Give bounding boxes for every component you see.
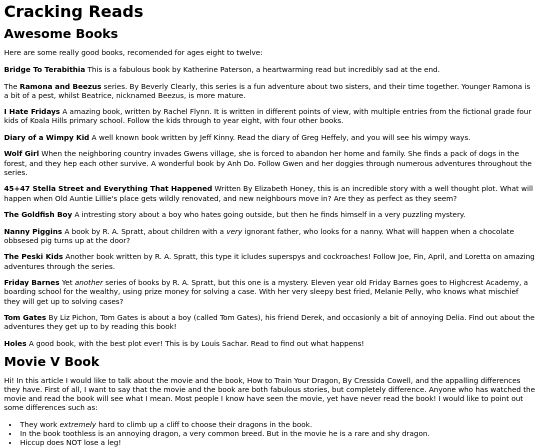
- book-title: Friday Barnes: [4, 278, 60, 288]
- book-description: Written By Elizabeth Honey, this is an incredible story with a well thought plot. What will happen when Old Auntie Lillie's place gets wildly renovated, and new neighbours move in? Are they as perfect as they seem?: [4, 184, 533, 203]
- book-description: series. By Beverly Clearly, this series is a fun adventure about two sisters, and their time together. Younger Ramona is a bit of a pest, whilst Beatrice, nicknamed Beezus, is more mature.: [4, 81, 531, 100]
- books-section: [4, 27, 536, 348]
- list-item: [20, 420, 536, 429]
- book-title: The Peski Kids: [4, 252, 64, 262]
- emphasis: another: [74, 278, 103, 288]
- page-title: Cracking Reads: [4, 2, 144, 21]
- book-title: I Hate Fridays: [4, 107, 61, 117]
- book-description: A amazing book, written by Rachel Flynn. It is written in different points of view, with multiple entries from the fictional grade four kids of Koala Hills primary school. Follow the kids through to year eight, with four other books.: [4, 107, 532, 126]
- book-description-cont: series of books by R. A. Spratt, but this one is a mystery. Eleven year old Friday Barnes goes to Highcrest Academy, a boarding school for the wealthy, using prize money for solving a case. With her very sleepy best fried, Melanie Pelly, who knows what mischief they will get up to solving cases?: [4, 278, 529, 306]
- book-title: Ramona and Beezus: [19, 81, 102, 91]
- book-entry: [4, 65, 536, 74]
- movie-section: [4, 355, 536, 447]
- book-entry: [4, 107, 536, 125]
- book-description: Another book written by R. A. Spratt, this type it icludes superspys and cockroaches! Follow Joe, Fin, April, and Loretta on amazing adventures through the series.: [4, 252, 535, 271]
- movie-intro: Hi! In this article I would like to talk about the movie and the book, How to Train Your Dragon, By Cressida Cowell, and the appalling differences they have. First of all, I want to say that the movie and the book are both fabulous stories, but completely difference. Anyone who has watched the movie and read the book will see what I mean. Most people I know have seen the movie, yet have never read the book! I would like to point out some differences such as:: [4, 375, 536, 413]
- book-entry: [4, 313, 536, 331]
- book-entry: [4, 210, 536, 219]
- book-title: Holes: [4, 338, 27, 348]
- book-entry: [4, 82, 536, 100]
- book-entry: [4, 339, 536, 348]
- emphasis: very: [226, 226, 243, 236]
- book-description: When the neighboring country invades Gwens village, she is forced to abandon her home and family. She finds a pack of dogs in the forest, and they hep each other survive. A wonderful book by Anh Do. Follow Gwen and her doggies through numerous adventures throughout the series.: [4, 149, 532, 177]
- book-description: A well known book written by Jeff Kinny. Read the diary of Greg Heffely, and you will see his wimpy ways.: [91, 132, 471, 142]
- book-entry: [4, 252, 536, 270]
- book-description: By Liz Pichon, Tom Gates is about a boy (called Tom Gates), his friend Derek, and occasionly a bit of annoying Delia. Find out about the adventures they get up to by reading this book!: [4, 313, 535, 332]
- book-title-prefix: The: [4, 81, 20, 91]
- book-title: 45+47 Stella Street and Everything That Happened: [4, 184, 213, 194]
- list-item-text-cont: hard to climb up a cliff to choose their dragons in the book.: [96, 419, 313, 429]
- differences-list: [4, 420, 536, 448]
- list-item-text: Hiccup does NOT lose a leg!: [20, 438, 122, 448]
- list-item-text: They work: [20, 419, 60, 429]
- book-entry: [4, 278, 536, 306]
- book-title: Wolf Girl: [4, 149, 40, 159]
- books-intro: Here are some really good books, recomended for ages eight to twelve:: [4, 47, 263, 57]
- book-title: The Goldfish Boy: [4, 210, 73, 220]
- book-entry: [4, 133, 536, 142]
- book-description: A book by R. A. Spratt, about children with a: [64, 226, 227, 236]
- list-item-text: In the book toothless is an annoying dragon, a very common breed. But in the movie he is a rare and shy dragon.: [20, 429, 430, 439]
- book-description: This is a fabulous book by Katherine Paterson, a heartwarming read but incredibly sad at the end.: [87, 64, 440, 74]
- book-entry: [4, 184, 536, 202]
- book-description: A intresting story about a boy who hates going outside, but then he finds himself in a very puzzling mystery.: [74, 210, 466, 220]
- movie-heading: Movie V Book: [4, 354, 100, 370]
- list-item: [20, 438, 536, 447]
- list-item: [20, 429, 536, 438]
- book-description-cont: ignorant father, who looks for a nanny. What will happen when a chocolate obbsesed pig turns up at the door?: [4, 226, 515, 245]
- book-title: Tom Gates: [4, 313, 47, 323]
- emphasis: extremely: [59, 419, 97, 429]
- book-title: Diary of a Wimpy Kid: [4, 132, 90, 142]
- book-title: Nanny Piggins: [4, 226, 63, 236]
- books-heading: Awesome Books: [4, 26, 119, 42]
- book-title: Bridge To Terabithia: [4, 64, 86, 74]
- book-description: Yet: [61, 278, 75, 288]
- book-description: A good book, with the best plot ever! This is by Louis Sachar. Read to find out what happens!: [28, 338, 365, 348]
- book-entry: [4, 227, 536, 245]
- book-entry: [4, 149, 536, 177]
